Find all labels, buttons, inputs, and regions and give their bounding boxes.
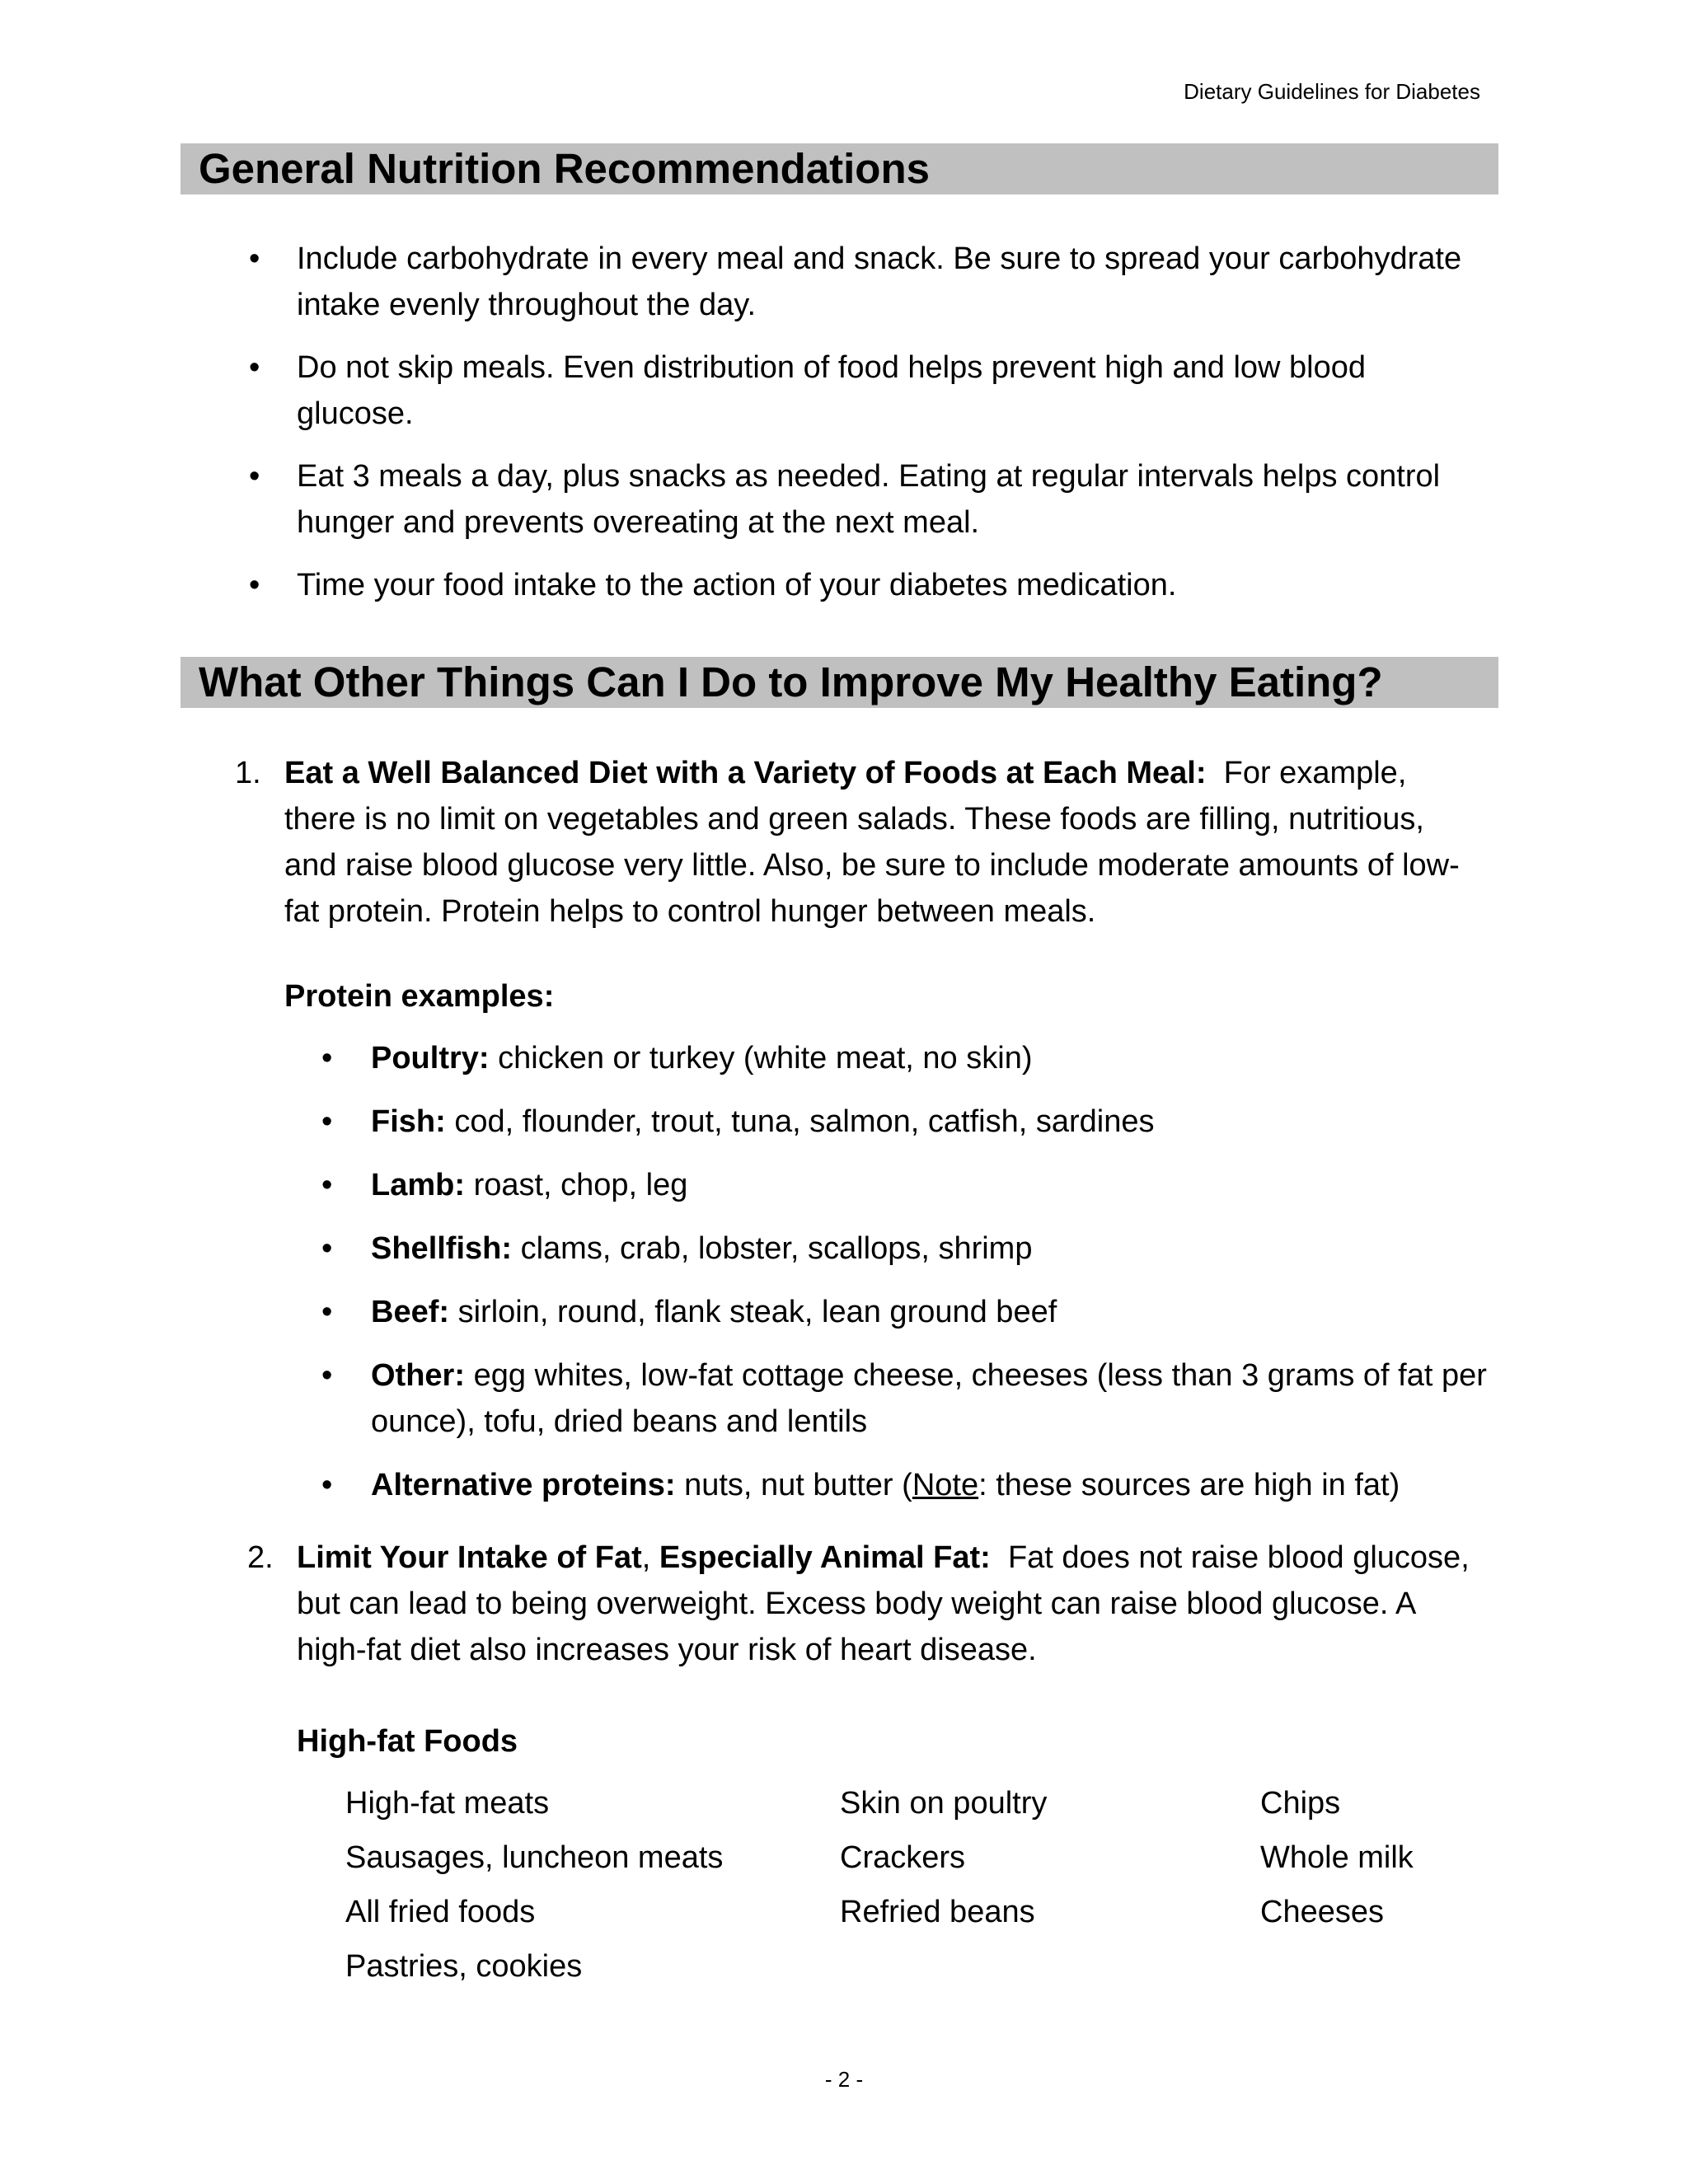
food-item: High-fat meats	[345, 1786, 550, 1821]
section-title-healthy-eating: What Other Things Can I Do to Improve My Healthy Eating?	[199, 658, 1383, 705]
protein-label: Fish:	[371, 1104, 446, 1139]
bullet-icon: •	[321, 1295, 333, 1329]
protein-text: cod, flounder, trout, tuna, salmon, catfish, sardines	[454, 1104, 1155, 1139]
note-text: : these sources are high in fat)	[978, 1468, 1400, 1502]
protein-text: nuts, nut butter (	[684, 1468, 912, 1502]
list-item-text: Do not skip meals. Even distribution of food helps prevent high and low blood glucose.	[297, 350, 1367, 431]
protein-label: Poultry:	[371, 1041, 490, 1076]
list-item	[0, 1352, 1492, 1445]
protein-examples-heading: Protein examples:	[284, 979, 555, 1014]
item-heading: Limit Your Intake of Fat	[297, 1540, 642, 1575]
list-item	[0, 1035, 1492, 1081]
section-heading-bar	[181, 143, 1498, 194]
food-item: Pastries, cookies	[345, 1949, 583, 1984]
item-number: 2.	[247, 1540, 274, 1575]
section-heading-bar	[181, 657, 1498, 708]
item-heading: Especially Animal Fat:	[659, 1540, 991, 1575]
food-item: Sausages, luncheon meats	[345, 1840, 724, 1875]
list-item	[0, 562, 1484, 608]
bullet-icon: •	[321, 1231, 333, 1266]
protein-text: roast, chop, leg	[473, 1168, 688, 1202]
protein-text: chicken or turkey (white meat, no skin)	[498, 1041, 1033, 1076]
food-item: Whole milk	[1260, 1840, 1414, 1875]
list-item	[0, 1099, 1492, 1145]
foods-column	[840, 1780, 1047, 1943]
food-item: Skin on poultry	[840, 1786, 1048, 1821]
list-item	[0, 1289, 1492, 1335]
note-label: Note	[912, 1468, 979, 1502]
food-item: All fried foods	[345, 1895, 536, 1929]
item-number: 1.	[235, 756, 261, 790]
bullet-icon: •	[249, 459, 260, 494]
bullet-icon: •	[249, 568, 260, 602]
foods-column	[345, 1780, 723, 1998]
section-title-general-nutrition: General Nutrition Recommendations	[199, 145, 930, 192]
foods-column	[1260, 1780, 1414, 1943]
food-item: Refried beans	[840, 1895, 1035, 1929]
list-item-text: Include carbohydrate in every meal and snack. Be sure to spread your carbohydrate intake evenly throughout the day.	[297, 241, 1462, 322]
numbered-item-balanced-diet	[235, 750, 1484, 935]
bullet-icon: •	[321, 1041, 333, 1076]
bullet-icon: •	[321, 1104, 333, 1139]
running-header: Dietary Guidelines for Diabetes	[1184, 79, 1480, 104]
list-item-text: Time your food intake to the action of your diabetes medication.	[297, 568, 1177, 602]
general-recommendations-list	[0, 236, 1484, 625]
food-item: Chips	[1260, 1786, 1341, 1821]
protein-label: Shellfish:	[371, 1231, 513, 1266]
protein-label: Other:	[371, 1358, 465, 1393]
heading-separator: ,	[641, 1540, 651, 1575]
list-item	[0, 1226, 1492, 1272]
page-number: - 2 -	[824, 2067, 864, 2092]
list-item	[0, 453, 1484, 546]
food-item: Crackers	[840, 1840, 966, 1875]
protein-examples-list	[0, 1035, 1487, 1526]
list-item	[0, 236, 1484, 328]
bullet-icon: •	[249, 350, 260, 385]
bullet-icon: •	[321, 1468, 333, 1502]
item-text: Fat does not raise blood glucose, but can lead to being overweight. Excess body weight can raise blood glucose. A high-fat diet also increases your risk of heart disease.	[297, 1540, 1470, 1667]
protein-label: Beef:	[371, 1295, 450, 1329]
numbered-item-limit-fat	[247, 1535, 1484, 1673]
list-item	[0, 344, 1484, 437]
list-item-text: Eat 3 meals a day, plus snacks as needed. Eating at regular intervals helps control hunger and prevents overeating at the next meal.	[297, 459, 1441, 540]
bullet-icon: •	[249, 241, 260, 276]
bullet-icon: •	[321, 1168, 333, 1202]
item-heading: Eat a Well Balanced Diet with a Variety of Foods at Each Meal:	[284, 756, 1207, 790]
food-item: Cheeses	[1260, 1895, 1384, 1929]
protein-text: clams, crab, lobster, scallops, shrimp	[520, 1231, 1033, 1266]
protein-label: Alternative proteins:	[371, 1468, 676, 1502]
list-item	[0, 1162, 1492, 1208]
protein-text: sirloin, round, flank steak, lean ground beef	[457, 1295, 1057, 1329]
protein-text: egg whites, low-fat cottage cheese, cheeses (less than 3 grams of fat per ounce), tofu, dried beans and lentils	[371, 1358, 1487, 1439]
item-text: For example, there is no limit on vegetables and green salads. These foods are filling, nutritious, and raise blood glucose very little. Also, be sure to include moderate amounts of low-fat protein. Protein helps to control hunger between meals.	[284, 756, 1460, 929]
protein-label: Lamb:	[371, 1168, 465, 1202]
bullet-icon: •	[321, 1358, 333, 1393]
high-fat-foods-heading: High-fat Foods	[297, 1724, 518, 1759]
list-item	[0, 1462, 1492, 1508]
